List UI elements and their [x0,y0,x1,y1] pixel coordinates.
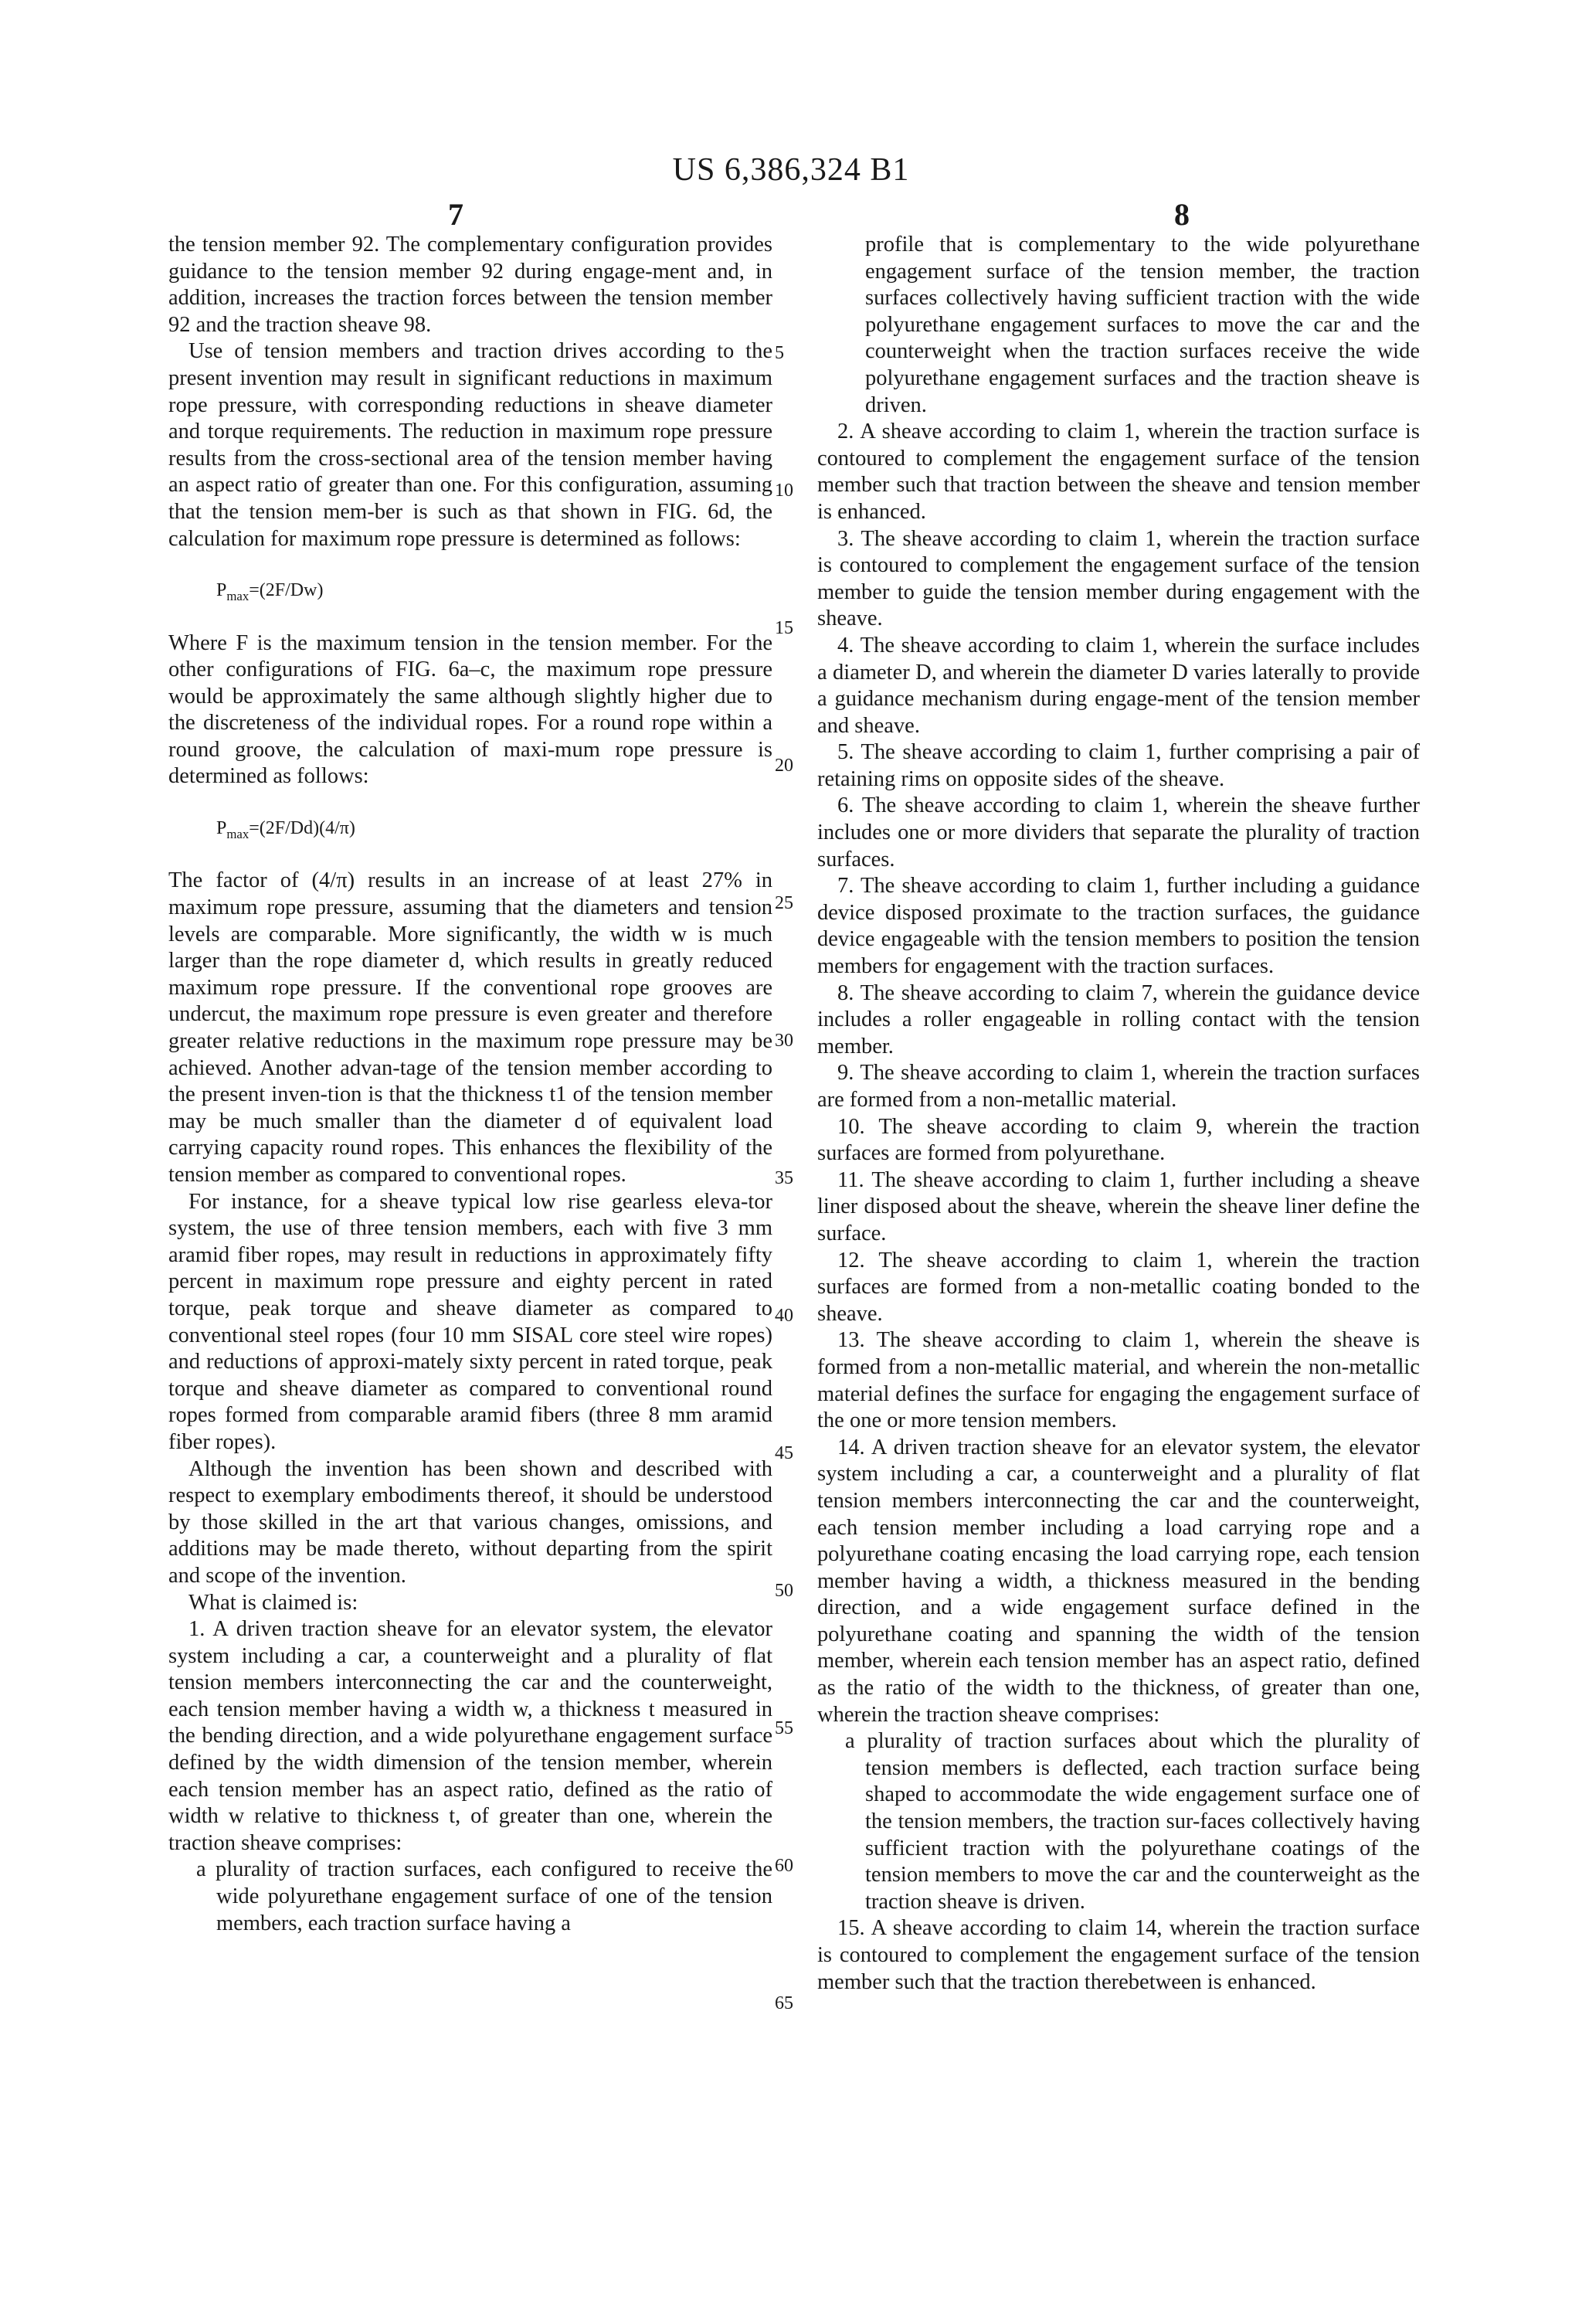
paragraph: the tension member 92. The complementary configuration provides guidance to the tension member 92 during engage-ment and, in addition, increases the traction forces between the tension member 92 and the traction sheave 98. [168,233,772,337]
claim: 13. The sheave according to claim 1, wherein the sheave is formed from a non-metallic material, and wherein the non-metallic material defines the surface for engaging the engagement surface of the one or more tension members. [817,1328,1420,1433]
page-number-right: 8 [1174,197,1190,232]
claim: 2. A sheave according to claim 1, wherein the traction surface is contoured to complement the engagement surface of the tension member such that traction between the sheave and tension member is enhanced. [817,420,1420,524]
claim: 6. The sheave according to claim 1, wherein the sheave further includes one or more dividers that separate the plurality of traction surfaces. [817,793,1420,872]
line-number: 10 [775,481,793,501]
claim: 1. A driven traction sheave for an elevator system, the elevator system including a car, a counterweight and a plurality of flat tension members interconnecting the car and the counterweight, each tension member having a width w, a thickness t measured in the bending direction, and a wide polyurethane engagement surface defined by the width dimension of the tension member, wherein each tension member has an aspect ratio, defined as the ratio of width w relative to thickness t, of greater than one, wherein the traction sheave comprises: [168,1617,772,1855]
line-number: 20 [775,756,793,776]
claim: 7. The sheave according to claim 1, further including a guidance device disposed proximate to the traction surfaces, the guidance device engageable with the tension members to position the tension members for engagement with the traction surfaces. [817,874,1420,979]
claim: 8. The sheave according to claim 7, wherein the guidance device includes a roller engageable in rolling contact with the tension member. [817,980,1420,1058]
line-number: 5 [775,343,784,363]
paragraph: What is claimed is: [188,1590,358,1615]
line-number: 15 [775,618,793,638]
claim: 12. The sheave according to claim 1, wherein the traction surfaces are formed from a non-metallic coating bonded to the sheave. [817,1248,1420,1326]
paragraph: For instance, for a sheave typical low rise gearless eleva-tor system, the use of three tension members, each with five 3 mm aramid fiber ropes, may result in reductions in approximately fifty percent in maximum rope pressure and eighty percent in rated torque, peak torque and sheave diameter as compared to conventional steel ropes (four 10 mm SISAL core steel wire ropes) and reductions of approxi-mately sixty percent in rated torque, peak torque and sheave diameter as compared to conventional round ropes formed from comparable aramid fibers (three 8 mm aramid fiber ropes). [168,1189,772,1454]
paragraph: The factor of (4/π) results in an increase of at least 27% in maximum rope pressure, assuming that the diameters and tension levels are comparable. More significantly, the width w is much larger than the rope diameter d, which results in greatly reduced maximum rope pressure. If the conventional rope grooves are undercut, the maximum rope pressure is even greater and therefore greater relative reductions in the maximum rope pressure may be achieved. Another advan-tage of the tension member according to the present inven-tion is that the thickness t1 of the tension member may be much smaller than the diameter d of equivalent load carrying capacity round ropes. This enhances the flexibility of the tension member as compared to conventional ropes. [168,868,772,1187]
line-number: 30 [775,1031,793,1051]
line-number: 50 [775,1581,793,1601]
line-number: 25 [775,893,793,913]
line-number: 35 [775,1168,793,1188]
patent-number-header: US 6,386,324 B1 [672,152,910,188]
formula: $P_{max}=(2F/Dd)(4/\pi)$ [216,818,355,841]
paragraph: Use of tension members and traction drives according to the present invention may result in significant reductions in maximum rope pressure, with corresponding reductions in sheave diameter and torque requirements. The reduction in maximum rope pressure results from the cross-sectional area of the tension member having an aspect ratio of greater than one. For this configuration, assuming that the tension mem-ber is such as that shown in FIG. 6d, the calculation for maximum rope pressure is determined as follows: [168,339,772,551]
claim: 14. A driven traction sheave for an elevator system, the elevator system including a car, a counterweight and a plurality of flat tension members interconnecting the car and the counterweight, each tension member including a load carrying rope and a polyurethane coating encasing the load carrying rope, each tension member having a width, a thickness measured in the bending direction, and a wide engagement surface defined in the polyurethane coating and spanning the width of the tension member, wherein each tension member has an aspect ratio, defined as the ratio of the width to the thickness, of greater than one, wherein the traction sheave comprises: [817,1435,1420,1727]
line-number: 45 [775,1443,793,1463]
claim: 4. The sheave according to claim 1, wherein the surface includes a diameter D, and wherein the diameter D varies laterally to provide a guidance mechanism during engage-ment of the tension member and sheave. [817,633,1420,738]
claim: 9. The sheave according to claim 1, wherein the traction surfaces are formed from a non-metallic material. [817,1061,1420,1112]
paragraph: Although the invention has been shown and described with respect to exemplary embodiments thereof, it should be understood by those skilled in the art that various changes, omissions, and additions may be made thereto, without departing from the spirit and scope of the invention. [168,1456,772,1588]
claim-element: a plurality of traction surfaces about which the plurality of tension members is deflected, each traction surface being shaped to accommodate the wide engagement surface one of the tension members, the traction sur-faces collectively having sufficient traction with the polyurethane coatings of the tension members to move the car and the counterweight as the traction sheave is driven. [845,1729,1420,1914]
line-number: 40 [775,1306,793,1326]
line-number: 55 [775,1718,793,1738]
right-column [817,232,1420,1996]
claim: 5. The sheave according to claim 1, further comprising a pair of retaining rims on opposite sides of the sheave. [817,740,1420,791]
formula: $P_{max}=(2F/Dw)$ [216,580,324,603]
claim: 10. The sheave according to claim 9, wherein the traction surfaces are formed from polyurethane. [817,1114,1420,1166]
claim-element: profile that is complementary to the wide polyurethane engagement surface of the tension member, the traction surfaces collectively having sufficient traction with the wide polyurethane engagement surfaces to move the car and the counterweight when the traction surfaces receive the wide polyurethane engagement surfaces and the traction sheave is driven. [865,233,1420,417]
page-number-left: 7 [448,197,463,232]
claim: 15. A sheave according to claim 14, wherein the traction surface is contoured to complement the engagement surface of the tension member such that the traction therebetween is enhanced. [817,1916,1420,1994]
claim: 3. The sheave according to claim 1, wherein the traction surface is contoured to complement the engagement surface of the tension member to guide the tension member during engagement with the sheave. [817,526,1420,631]
line-number: 65 [775,1993,793,2013]
claim-element: a plurality of traction surfaces, each configured to receive the wide polyurethane engagement surface of one of the tension members, each traction surface having a [196,1857,772,1935]
left-column [168,232,772,1937]
paragraph: Where F is the maximum tension in the tension member. For the other configurations of FIG. 6a–c, the maximum rope pressure would be approximately the same although slightly higher due to the discreteness of the individual ropes. For a round rope within a round groove, the calculation of maxi-mum rope pressure is determined as follows: [168,630,772,789]
claim: 11. The sheave according to claim 1, further including a sheave liner disposed about the sheave, wherein the sheave liner define the surface. [817,1167,1420,1245]
line-number: 60 [775,1856,793,1876]
